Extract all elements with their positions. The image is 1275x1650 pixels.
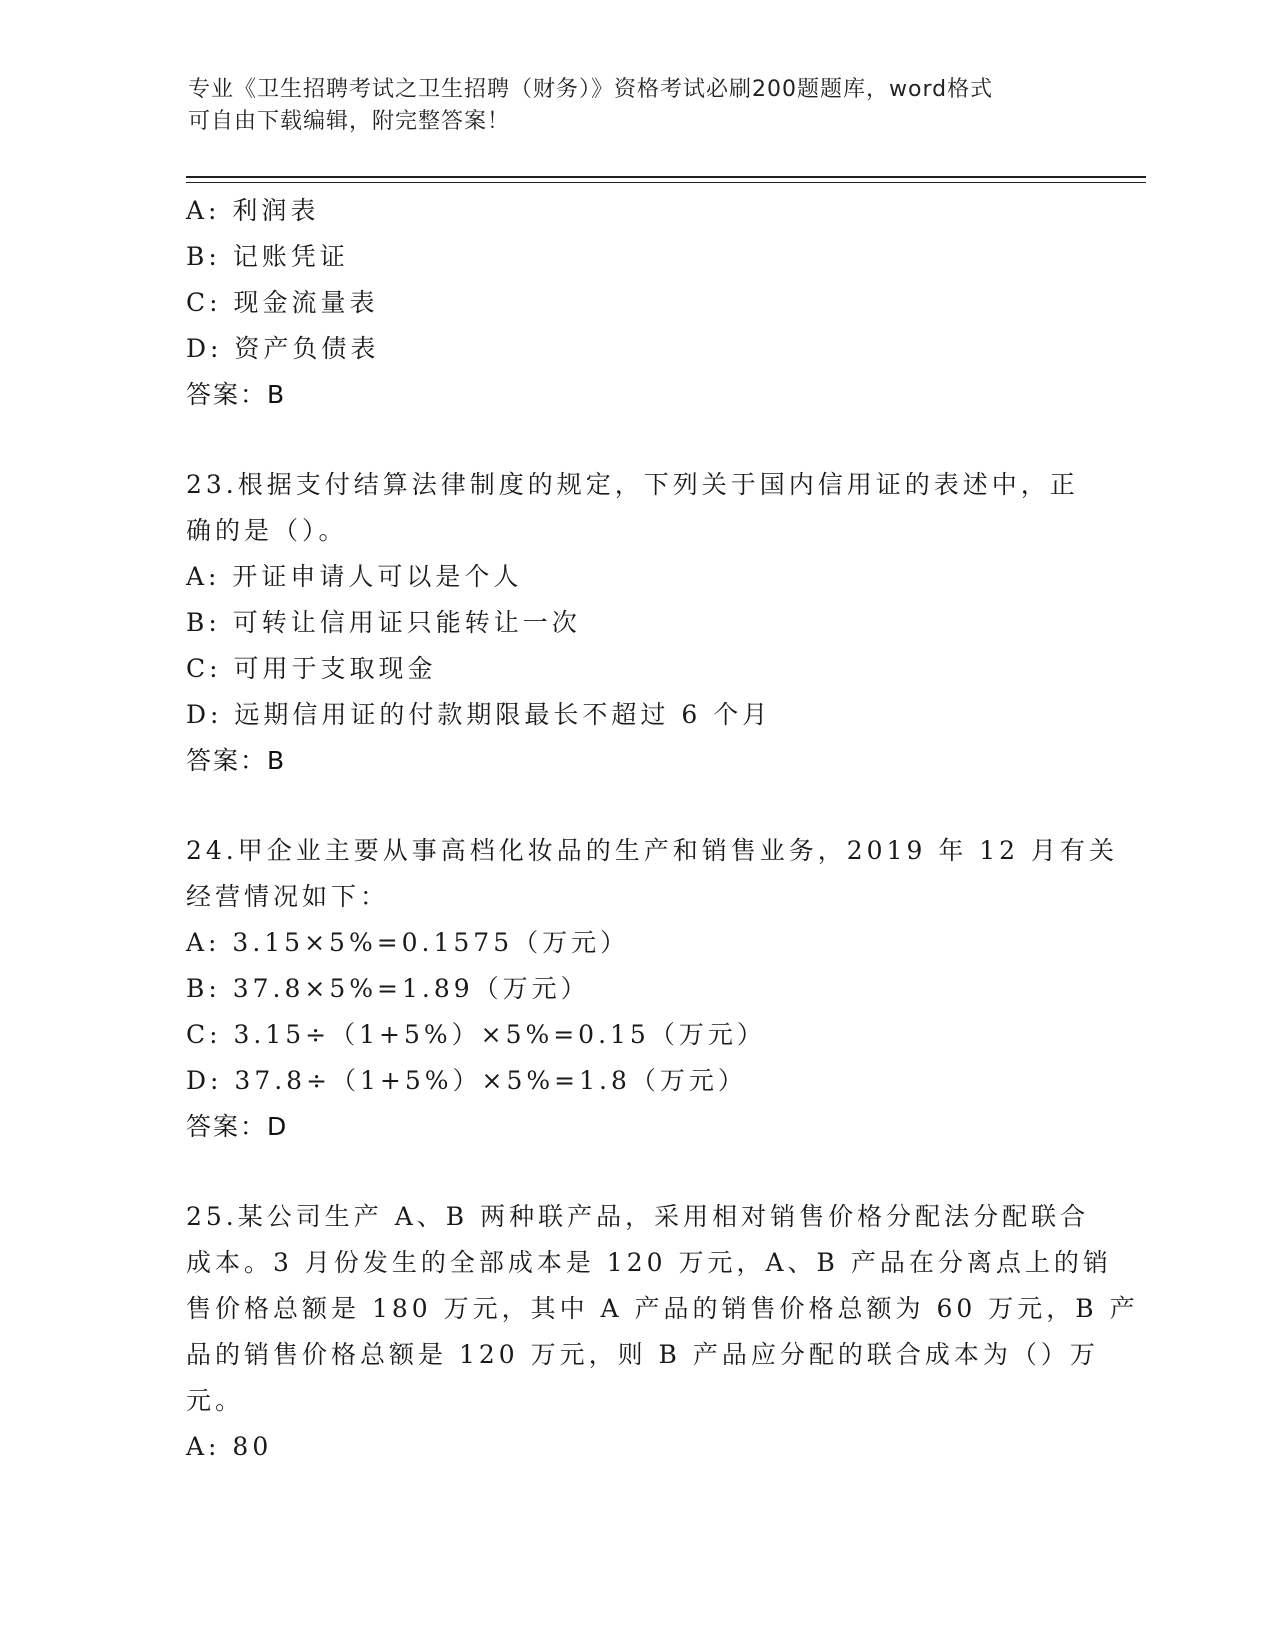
option-c: C: 3.15÷（1+5%）×5%=0.15（万元） (186, 1020, 766, 1049)
header-divider-thin (186, 182, 1146, 183)
option-c: C: 现金流量表 (186, 288, 379, 317)
option-a: A: 3.15×5%=0.1575（万元） (186, 928, 630, 957)
question-24 (186, 828, 1119, 1150)
option-d: D: 远期信用证的付款期限最长不超过 6 个月 (186, 700, 772, 729)
option-a: A: 80 (186, 1432, 273, 1461)
question-stem: 元。 (186, 1386, 245, 1415)
question-list (186, 188, 1139, 1470)
question-22 (186, 188, 1086, 418)
question-stem: 经营情况如下： (186, 882, 390, 911)
option-a: A: 开证申请人可以是个人 (186, 562, 523, 591)
question-25 (186, 1194, 1139, 1470)
header-line-1: 专业《卫生招聘考试之卫生招聘（财务）》资格考试必刷200题题库，word格式 (188, 77, 994, 102)
question-stem: 品的销售价格总额是 120 万元，则 B 产品应分配的联合成本为（）万 (186, 1340, 1099, 1369)
question-stem: 24.甲企业主要从事高档化妆品的生产和销售业务，2019 年 12 月有关 (186, 836, 1119, 865)
answer-text: 答案：B (186, 380, 287, 409)
option-b: B: 记账凭证 (186, 242, 349, 271)
question-stem: 25.某公司生产 A、B 两种联产品，采用相对销售价格分配法分配联合 (186, 1202, 1090, 1231)
question-stem: 成本。3 月份发生的全部成本是 120 万元，A、B 产品在分离点上的销 (186, 1248, 1112, 1277)
option-a: A: 利润表 (186, 196, 320, 225)
option-c: C: 可用于支取现金 (186, 654, 437, 683)
question-stem: 售价格总额是 180 万元，其中 A 产品的销售价格总额为 60 万元，B 产 (186, 1294, 1139, 1323)
option-d: D: 37.8÷（1+5%）×5%=1.8（万元） (186, 1066, 747, 1095)
document-header (188, 74, 1068, 138)
answer-text: 答案：D (186, 1112, 289, 1141)
question-stem: 23.根据支付结算法律制度的规定，下列关于国内信用证的表述中，正 (186, 470, 1079, 499)
option-d: D: 资产负债表 (186, 334, 380, 363)
answer-text: 答案：B (186, 746, 287, 775)
header-divider-thick (186, 176, 1146, 178)
header-line-2: 可自由下载编辑，附完整答案！ (188, 109, 511, 134)
option-b: B: 37.8×5%=1.89（万元） (186, 974, 590, 1003)
question-23 (186, 462, 1086, 784)
question-stem: 确的是（）。 (186, 516, 348, 545)
option-b: B: 可转让信用证只能转让一次 (186, 608, 581, 637)
